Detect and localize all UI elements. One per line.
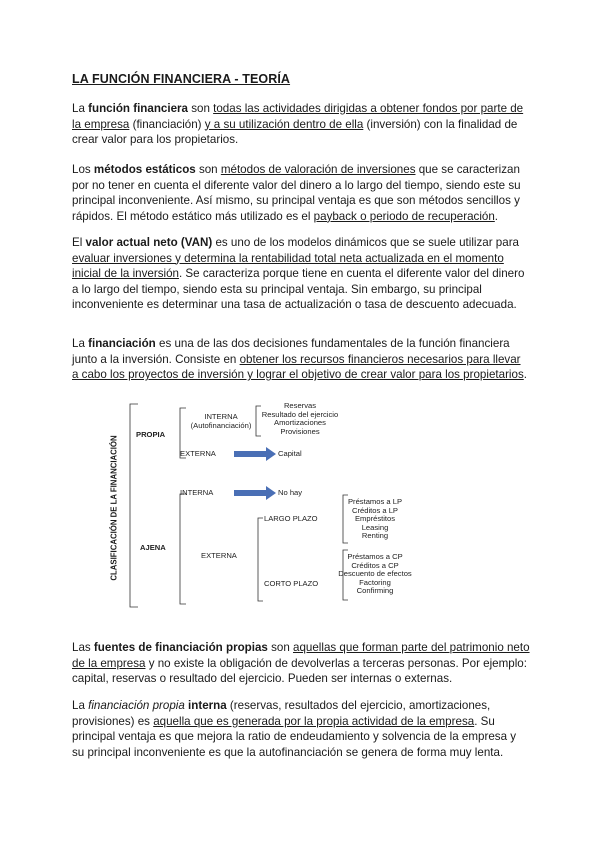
underlined-text: evaluar inversiones y determina la rentabilidad total neta actualizada en el momento inicial de la inversión xyxy=(72,251,504,280)
underlined-text: obtener los recursos financieros necesarios para llevar a cabo los proyectos de inversión y lograr el objetivo de crear valor para los propietarios xyxy=(72,352,524,381)
text-run: es uno de los modelos dinámicos que se suele utilizar para xyxy=(212,236,519,249)
label-corto-plazo: CORTO PLAZO xyxy=(264,579,319,588)
term-financiacion-propia: financiación propia xyxy=(88,699,185,712)
list-item: Créditos a CP xyxy=(351,560,399,570)
text-run: . Se caracteriza porque tiene en cuenta el diferente valor del dinero a lo largo del tiempo, siendo esta su principal ventaja. Sin embargo, su principal inconveniente es determinar una tasa de actualización o tasa de descuento adecuada. xyxy=(72,267,525,311)
label-externa-ajena: EXTERNA xyxy=(201,551,237,560)
text-run: son xyxy=(267,641,294,654)
underlined-text: payback o periodo de recuperación xyxy=(313,209,495,223)
text-run: El xyxy=(72,236,86,249)
label-ajena: AJENA xyxy=(140,543,166,552)
text-run: (inversión) con la finalidad de crear valor para los propietarios. xyxy=(72,117,518,146)
label-capital: Capital xyxy=(278,449,302,458)
text-run: son xyxy=(195,163,221,176)
term-financiacion: financiación xyxy=(88,337,156,350)
financing-classification-diagram xyxy=(100,398,500,613)
paragraph-fuentes-propias xyxy=(72,640,530,687)
label-interna: INTERNA xyxy=(204,412,238,421)
text-run: Las xyxy=(72,641,94,654)
paragraph-van xyxy=(72,235,530,313)
label-propia: PROPIA xyxy=(136,430,166,439)
text-run: Los xyxy=(72,163,94,176)
list-item: Préstamos a LP xyxy=(347,497,403,506)
paragraph-metodos-estaticos xyxy=(72,162,530,224)
list-item: Renting xyxy=(361,531,389,541)
list-largo-plazo xyxy=(342,498,408,541)
list-item: Factoring xyxy=(359,577,391,587)
list-item: Leasing xyxy=(361,522,389,532)
label-externa-propia: EXTERNA xyxy=(180,449,216,458)
paragraph-financiacion xyxy=(72,336,530,383)
underlined-text: aquellas que forman parte del patrimonio neto de la empresa xyxy=(72,641,530,670)
text-run: . xyxy=(494,209,499,223)
list-corto-plazo xyxy=(332,553,418,596)
list-item: Préstamos a CP xyxy=(347,552,403,561)
text-run: La xyxy=(72,102,89,115)
vertical-label: CLASIFICACIÓN DE LA FINANCIACIÓN xyxy=(109,435,119,581)
text-run: que se caracterizan por no tener en cuenta el diferente valor del dinero a lo largo del tiempo, siendo este su principal inconveniente. Así mismo, su principal ventaja es que son métodos sencillos y rápidos. El método estático más utilizado es el xyxy=(72,163,521,223)
term-interna: interna xyxy=(188,699,227,712)
underlined-text: todas las actividades dirigidas a obtener fondos por parte de la empresa xyxy=(72,102,524,131)
list-item: Provisiones xyxy=(280,426,320,436)
underlined-text: y a su utilización dentro de ella xyxy=(204,117,364,131)
underlined-text: métodos de valoración de inversiones xyxy=(220,163,416,176)
list-item: Resultado del ejercicio xyxy=(261,409,339,419)
term-fuentes-propias: fuentes de financiación propias xyxy=(93,641,268,654)
text-run: La xyxy=(72,699,89,712)
paragraph-financiacion-interna xyxy=(72,698,530,760)
label-autofinanciacion: (Autofinanciación) xyxy=(190,420,252,430)
list-item: Confirming xyxy=(356,586,394,596)
list-interna-items xyxy=(258,402,342,436)
text-run: (financiación) xyxy=(129,117,205,131)
term-van: valor actual neto (VAN) xyxy=(85,236,213,249)
label-no-hay: No hay xyxy=(278,488,303,497)
text-run: . Su principal ventaja es que mejora la ratio de endeudamiento y solvencia de la empresa y su principal inconveniente es que la autofinanciación se genera de forma muy lenta. xyxy=(72,714,517,759)
text-run: . xyxy=(523,368,527,381)
label-interna-ajena: INTERNA xyxy=(180,488,214,497)
text-run: La xyxy=(72,337,89,350)
list-item: Empréstitos xyxy=(354,514,396,524)
term-funcion-financiera: función financiera xyxy=(88,102,188,115)
text-run: (reservas, resultados del ejercicio, amortizaciones, provisiones) es xyxy=(72,699,491,728)
list-item: Créditos a LP xyxy=(351,505,398,515)
label-largo-plazo: LARGO PLAZO xyxy=(264,514,318,523)
list-item: Descuento de efectos xyxy=(338,569,412,579)
term-metodos-estaticos: métodos estáticos xyxy=(93,163,196,176)
text-run: son xyxy=(187,102,214,115)
label-interna-propia xyxy=(188,413,254,430)
page-title: LA FUNCIÓN FINANCIERA - TEORÍA xyxy=(72,72,291,86)
list-item: Reservas xyxy=(283,401,317,410)
underlined-text: aquella que es generada por la propia actividad de la empresa xyxy=(153,714,475,728)
list-item: Amortizaciones xyxy=(274,418,326,428)
paragraph-funcion-financiera xyxy=(72,101,530,148)
text-run: y no existe la obligación de devolverlas a terceras personas. Por ejemplo: capital, reservas o resultado del ejercicio. Pueden ser internas o externas. xyxy=(72,656,527,685)
text-run: es una de las dos decisiones fundamentales de la función financiera junto a la inversión. Consiste en xyxy=(72,337,510,366)
